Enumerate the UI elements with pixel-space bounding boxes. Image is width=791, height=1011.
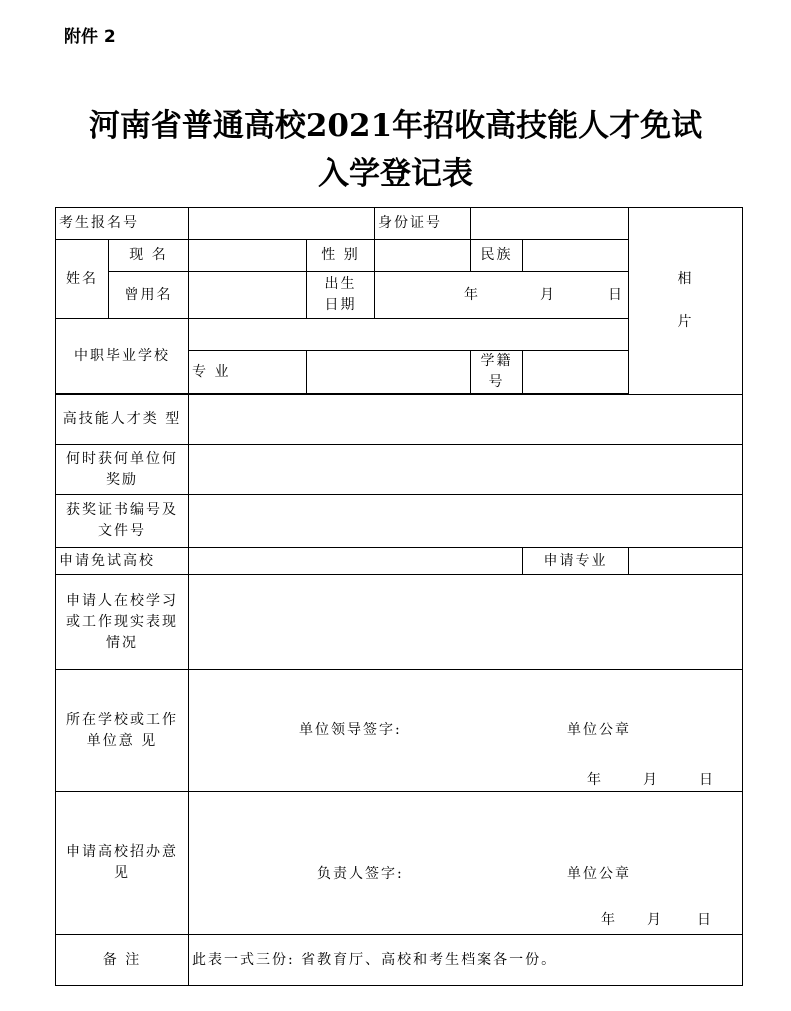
school-field[interactable]: [189, 319, 629, 351]
day-label: 日: [699, 772, 715, 788]
unit-seal-label: 单位公章: [567, 722, 631, 738]
apply-major-label: 申请专业: [523, 548, 629, 575]
ethnicity-field[interactable]: [523, 240, 629, 272]
day-label: 日: [608, 286, 624, 303]
unit-opinion-label: 所在学校或工作单位意 见: [56, 670, 189, 792]
apply-major-field[interactable]: [629, 548, 743, 575]
birth-date-field[interactable]: [375, 272, 629, 319]
certificate-field[interactable]: [189, 495, 743, 548]
photo-label-1: 相: [677, 271, 694, 287]
exam-no-label: 考生报名号: [56, 208, 189, 240]
talent-type-field[interactable]: [189, 395, 743, 445]
attachment-label: 附件 2: [64, 27, 116, 47]
school-opinion-field[interactable]: [189, 792, 743, 935]
form-title-line-2: 入学登记表: [318, 156, 473, 192]
gender-label: 性 别: [307, 240, 375, 272]
birth-label-line-2: 日期: [324, 297, 357, 313]
month-label: 月: [540, 286, 556, 303]
former-name-label: 曾用名: [109, 272, 189, 319]
month-label: 月: [643, 772, 659, 788]
unit-seal-label: 单位公章: [567, 866, 631, 882]
exam-no-field[interactable]: [189, 208, 375, 240]
unit-opinion-date: [587, 770, 715, 791]
current-name-label: 现 名: [109, 240, 189, 272]
month-label: 月: [647, 912, 663, 928]
award-label: 何时获何单位何奖励: [56, 445, 189, 495]
former-name-field[interactable]: [189, 272, 307, 319]
year-label: 年: [464, 286, 480, 303]
school-opinion-label: 申请高校招办意见: [56, 792, 189, 935]
student-no-field[interactable]: [523, 351, 743, 394]
award-field[interactable]: [189, 445, 743, 495]
student-no-label: 学籍号: [471, 351, 523, 394]
birth-label-line-1: 出生: [324, 276, 357, 292]
id-no-field[interactable]: [471, 208, 629, 240]
major-field[interactable]: [307, 351, 471, 394]
certificate-label: 获奖证书编号及文件号: [56, 495, 189, 548]
apply-school-field[interactable]: [189, 548, 523, 575]
ethnicity-label: 民族: [471, 240, 523, 272]
performance-field[interactable]: [189, 575, 743, 670]
leader-signature-label: 单位领导签字:: [299, 722, 402, 738]
birth-date-label: [307, 272, 375, 319]
year-label: 年: [601, 912, 617, 928]
talent-type-label: 高技能人才类 型: [56, 395, 189, 445]
photo-label-2: 片: [677, 314, 694, 330]
registration-form-table: [55, 207, 743, 986]
major-label: 专 业: [189, 351, 307, 394]
performance-label: 申请人在校学习或工作现实表现情况: [56, 575, 189, 670]
day-label: 日: [697, 912, 713, 928]
responsible-signature-label: 负责人签字:: [317, 866, 404, 882]
id-no-label: 身份证号: [375, 208, 471, 240]
current-name-field[interactable]: [189, 240, 307, 272]
year-label: 年: [587, 772, 603, 788]
remark-label: 备 注: [56, 935, 189, 986]
school-label: 中职毕业学校: [56, 319, 189, 394]
school-opinion-date: [601, 910, 713, 931]
gender-field[interactable]: [375, 240, 471, 272]
apply-school-label: 申请免试高校: [56, 548, 189, 575]
name-label: 姓名: [56, 240, 109, 319]
remark-text: 此表一式三份: 省教育厅、高校和考生档案各一份。: [189, 935, 743, 986]
unit-opinion-field[interactable]: [189, 670, 743, 792]
form-title-line-1: 河南省普通高校2021年招收高技能人才免试: [88, 108, 703, 144]
